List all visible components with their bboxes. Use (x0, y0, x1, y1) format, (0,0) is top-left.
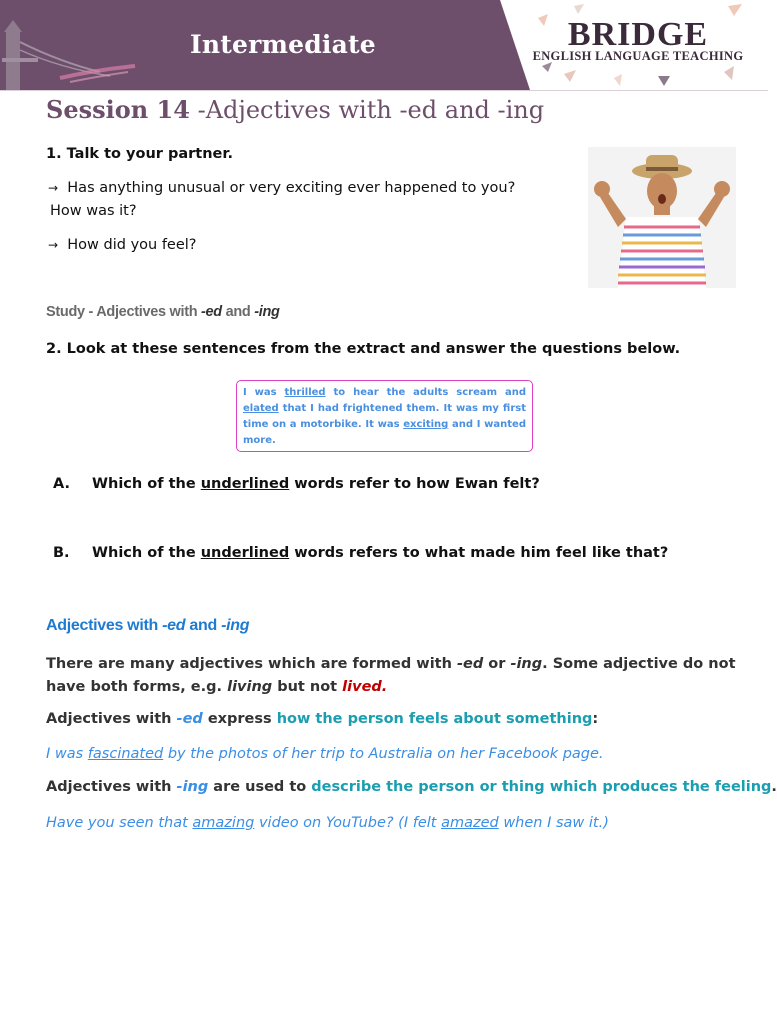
course-level-title: Intermediate (190, 30, 376, 59)
heading-text: Adjectives with (46, 617, 163, 634)
logo-wordmark: BRIDGE (567, 16, 709, 53)
ing-example (46, 815, 609, 831)
task1-title: 1. Talk to your partner. (46, 146, 233, 162)
discussion-question-1-cont: How was it? (50, 203, 137, 219)
logo-tagline: ENGLISH LANGUAGE TEACHING (532, 49, 744, 63)
grammar-heading (46, 617, 249, 635)
study-ing: -ing (254, 304, 280, 320)
rule-text: Adjectives with (46, 779, 177, 795)
heading-ing: -ing (221, 617, 250, 634)
ing-rule (46, 779, 777, 795)
example-text: video on YouTube? (I felt (254, 815, 442, 831)
extract-underlined-word: exciting (403, 419, 449, 430)
extract-text: I was (243, 387, 285, 398)
rule-highlight: how the person feels about something (276, 711, 593, 727)
question-text: How did you feel? (67, 237, 197, 253)
intro-ing: -ing (510, 656, 543, 672)
question-text: Has anything unusual or very exciting ever happened to you? (67, 180, 516, 196)
intro-living: living (227, 678, 273, 695)
question-text: Which of the (92, 476, 201, 492)
rule-suffix: -ed (176, 711, 203, 727)
question-b-text (92, 545, 668, 561)
study-prefix: Study - Adjectives with (46, 304, 202, 320)
example-text: Have you seen that (46, 815, 193, 831)
study-heading (46, 304, 280, 320)
extract-box (236, 380, 533, 452)
rule-highlight: describe the person or thing which produces the feeling (311, 779, 772, 795)
intro-text: but not (272, 678, 343, 695)
arrow-icon: → (48, 181, 59, 195)
example-text: when I saw it.) (498, 815, 609, 831)
example-underlined: fascinated (87, 746, 164, 762)
extract-underlined-word: elated (243, 403, 279, 414)
question-text: words refer to how Ewan felt? (289, 476, 540, 492)
study-and: and (221, 304, 255, 320)
study-ed: -ed (201, 304, 222, 320)
heading-and: and (185, 617, 222, 634)
discussion-question-2 (48, 234, 197, 256)
question-b-letter: B. (53, 545, 70, 561)
intro-text: There are many adjectives which are formed with (46, 656, 457, 672)
session-number: Session 14 (46, 95, 190, 124)
heading-ed: -ed (162, 617, 186, 634)
rule-text: Adjectives with (46, 711, 177, 727)
grammar-intro (46, 653, 736, 698)
intro-lived: lived (342, 678, 382, 695)
session-title (46, 95, 544, 124)
rule-text: express (202, 711, 277, 727)
rule-text: : (592, 711, 599, 727)
discussion-question-1 (48, 177, 515, 199)
extract-underlined-word: thrilled (284, 387, 326, 398)
question-a-text (92, 476, 540, 492)
session-topic: -Adjectives with -ed and -ing (189, 96, 545, 124)
question-text: Which of the (92, 545, 201, 561)
tower-bridge-icon (0, 18, 140, 90)
example-text: I was (46, 746, 88, 762)
excited-man-photo (588, 147, 736, 288)
intro-text: . Some adjective do not have both forms, e.g. (46, 656, 736, 695)
intro-text: or (483, 656, 511, 672)
question-underlined: underlined (200, 476, 290, 492)
intro-end: . (381, 678, 388, 695)
page-header (0, 0, 768, 92)
example-text: by the photos of her trip to Australia on her Facebook page. (163, 746, 604, 762)
example-underlined: amazing (192, 815, 255, 831)
question-underlined: underlined (200, 545, 290, 561)
header-divider (0, 90, 768, 91)
rule-text: are used to (208, 779, 312, 795)
ed-rule (46, 711, 598, 727)
arrow-icon: → (48, 238, 59, 252)
question-a-letter: A. (53, 476, 70, 492)
question-text: words refers to what made him feel like that? (289, 545, 669, 561)
extract-text: to hear the adults scream and (325, 387, 527, 398)
rule-suffix: -ing (176, 779, 209, 795)
intro-ed: -ed (456, 656, 484, 672)
extract-text: that I had frightened them. It was my first time on a motorbike. It was (243, 403, 526, 430)
example-underlined: amazed (441, 815, 499, 831)
rule-text: . (771, 779, 777, 795)
extract-text: and I wanted more. (243, 419, 526, 446)
ed-example (46, 746, 604, 762)
task2-title: 2. Look at these sentences from the extract and answer the questions below. (46, 341, 681, 357)
